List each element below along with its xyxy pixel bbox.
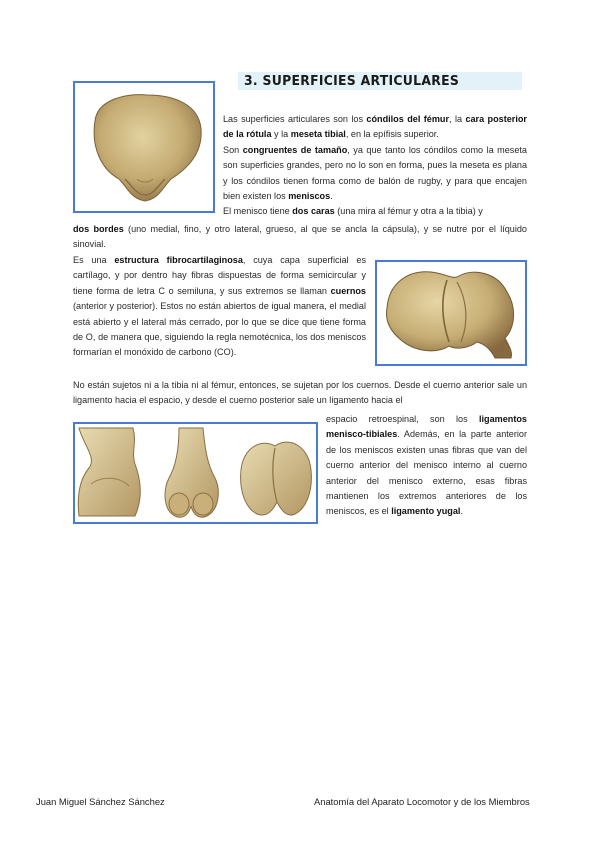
p3-s0: El menisco tiene <box>223 206 293 217</box>
p2-s4: . <box>330 191 333 202</box>
footer-subject: Anatomía del Aparato Locomotor y de los Miembros <box>314 796 530 807</box>
knee-bones-image <box>73 422 318 524</box>
p1-s6: , en la epífisis superior. <box>345 129 439 140</box>
p6-s1: ligamentos menisco-tibiales <box>326 414 527 440</box>
text-block-4 <box>73 253 366 361</box>
paragraph-estructura <box>73 253 366 361</box>
p6-s2: . Además, en la parte anterior de los meniscos existen unas fibras que van del cuerno anterior del menisco interno al cuerno anterior del menisco externo, esas fibras mantienen los extremos anteriores de los meniscos, es el <box>326 429 527 517</box>
p5-s0: No están sujetos ni a la tibia ni al fémur, entonces, se sujetan por los cuernos. Desde el cuerno anterior sale un ligamento hacia el espacio, y desde el cuerno posterior sale un ligamento hacia el <box>73 380 527 406</box>
p4-s2: , cuya capa superficial es cartílago, y por dentro hay fibras dispuestas de forma semicircular y tiene forma de letra C o semiluna, y sus extremos se llaman <box>73 255 367 296</box>
paragraph-sujecion <box>73 378 527 409</box>
p1-s5: meseta tibial <box>290 129 346 140</box>
p3b-s1: (uno medial, fino, y otro lateral, grueso, al que se ancla la cápsula), y se nutre por el líquido sinovial. <box>73 224 527 250</box>
text-block-2 <box>223 143 527 205</box>
p3-s2: (una mira al fémur y otra a la tibia) y <box>334 206 483 217</box>
section-title: 3. SUPERFICIES ARTICULARES <box>244 73 460 89</box>
p2-s3: meniscos <box>288 191 331 202</box>
p4-s3: cuernos <box>330 285 366 296</box>
text-block-3a <box>223 204 527 219</box>
p2-s2: , ya que tanto los cóndilos como la meseta son superficies grandes, pero no lo son en forma, pues la meseta es plana y los cóndilos tienen forma como de balón de rugby, y para que encajen bien existen los <box>223 144 527 202</box>
tibial-plateau-image <box>73 81 215 213</box>
text-block-5 <box>73 378 527 409</box>
paragraph-superficies <box>223 112 527 220</box>
p4-s1: estructura fibrocartilaginosa <box>114 255 243 265</box>
femoral-condyles-illustration <box>377 262 525 364</box>
p4-s0: Es una <box>73 255 115 265</box>
text-block-6 <box>326 412 527 520</box>
p6-s4: . <box>460 506 463 517</box>
p1-s1: cóndilos del fémur <box>366 114 450 124</box>
knee-bones-illustration <box>75 424 316 522</box>
p1-s3: cara posterior de la rótula <box>223 114 527 140</box>
p2-s1: congruentes de tamaño <box>242 144 348 155</box>
footer-author: Juan Miguel Sánchez Sánchez <box>36 796 165 807</box>
p4-s4: (anterior y posterior). Estos no están abiertos de igual manera, el medial está abierto y el lateral más cerrado, por lo que se dice que tiene forma de O, de manera que, siguiendo la regla nemotécnica, los dos meniscos formarían el monóxido de carbono (CO). <box>73 301 366 358</box>
p6-s0: espacio retroespinal, son los <box>326 414 479 424</box>
p6-s3: ligamento yugal <box>391 506 461 517</box>
p1-s0: Las superficies articulares son los <box>223 114 367 124</box>
p3b-s0: dos bordes <box>73 224 124 234</box>
p1-s4: y la <box>271 129 291 140</box>
paragraph-ligamentos <box>326 412 527 520</box>
p1-s2: , la <box>449 114 466 124</box>
p3-s1: dos caras <box>292 206 335 217</box>
tibial-plateau-illustration <box>75 83 213 211</box>
text-block-3b <box>73 222 527 253</box>
text-block-1 <box>223 112 527 143</box>
section-title-band <box>238 72 522 90</box>
paragraph-bordes <box>73 222 527 253</box>
p2-s0: Son <box>223 144 243 155</box>
femoral-condyles-image <box>375 260 527 366</box>
